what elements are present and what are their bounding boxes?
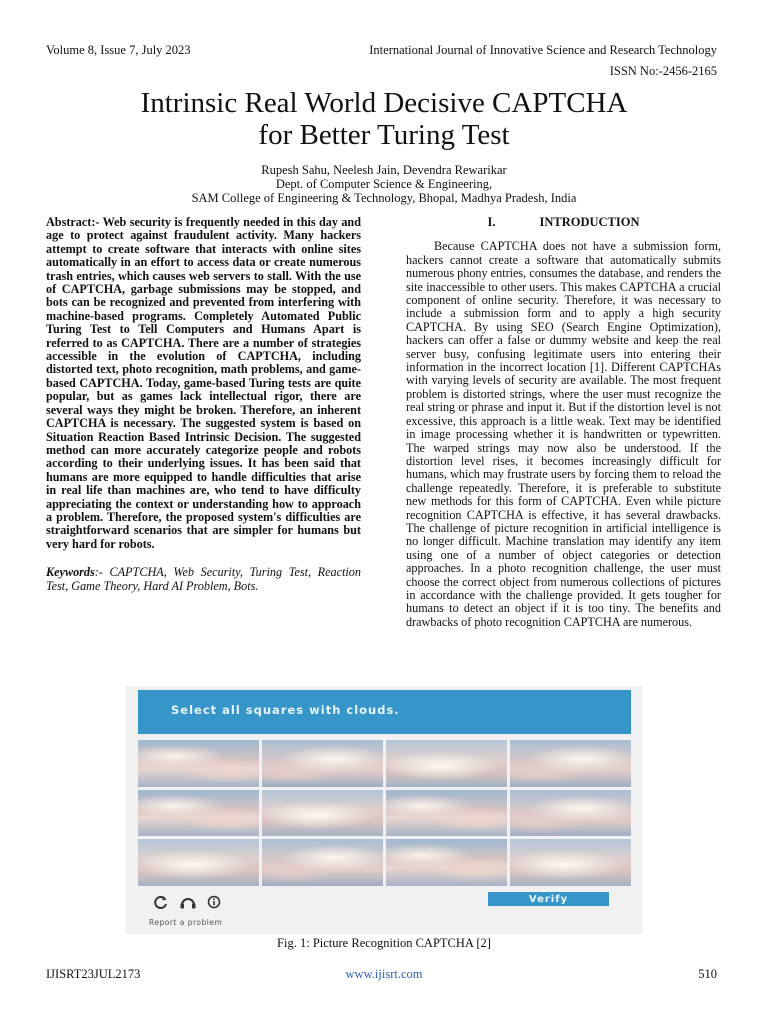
author-affiliation: SAM College of Engineering & Technology, Bhopal, Madhya Pradesh, India	[191, 191, 577, 205]
captcha-tile[interactable]	[386, 839, 507, 886]
captcha-controls	[153, 893, 227, 911]
keywords-text: :- CAPTCHA, Web Security, Turing Test, Reaction Test, Game Theory, Hard AI Problem, Bots.	[46, 565, 361, 593]
captcha-tile[interactable]	[510, 790, 631, 837]
journal-name: International Journal of Innovative Science and Research Technology	[369, 43, 717, 57]
captcha-prompt: Select all squares with clouds.	[171, 703, 400, 717]
keywords	[46, 566, 361, 593]
reload-icon[interactable]	[153, 895, 169, 909]
captcha-tile[interactable]	[510, 839, 631, 886]
report-problem-link[interactable]: Report a problem	[149, 918, 223, 927]
right-column	[406, 216, 721, 629]
paper-id: IJISRT23JUL2173	[46, 967, 141, 981]
captcha-tile[interactable]	[262, 790, 383, 837]
captcha-tile[interactable]	[386, 790, 507, 837]
captcha-prompt-bar	[138, 690, 631, 734]
verify-button[interactable]: Verify	[488, 892, 609, 906]
captcha-tile[interactable]	[262, 839, 383, 886]
keywords-label: Keywords	[46, 565, 95, 580]
captcha-tile[interactable]	[138, 839, 259, 886]
captcha-tile[interactable]	[262, 740, 383, 787]
abstract: Abstract:- Web security is frequently needed in this day and age to protect against fraudulent activity. Many hackers attempt to create software that interacts with online sites automatically in an effort to access data or create numerous trash entries, which causes web servers to stall. With the use of CAPTCHA, garbage submissions may be stopped, and bots can be recognized and prevented from interfering with machine-based programs. Completely Automated Public Turing Test to Tell Computers and Humans Apart is referred to as CAPTCHA. There are a number of strategies accessible in the evolution of CAPTCHA, including distorted text, photo recognition, math problems, and game-based CAPTCHA. Today, game-based Turing tests are quite popular, but as games lack intellectual rigor, there are several ways they might be broken. Therefore, an inherent CAPTCHA is necessary. The suggested system is based on Situation Reaction Based Intrinsic Decision. The suggested method can more accurately categorize people and robots according to their underlying issues. It has been said that humans are more equipped to handle difficulties that arise in real life than machines are, who tend to have difficulty appreciating the context or understanding how to approach a problem. Therefore, the proposed system's difficulties are straightforward scenarios that are simpler for humans but very hard for robots.	[46, 215, 361, 551]
captcha-figure	[126, 686, 642, 934]
captcha-footer	[126, 890, 642, 934]
left-column	[46, 216, 361, 593]
author-names: Rupesh Sahu, Neelesh Jain, Devendra Rewarikar	[261, 163, 507, 177]
section-number: I.	[487, 215, 496, 229]
journal-volume: Volume 8, Issue 7, July 2023	[46, 43, 191, 57]
author-block	[0, 163, 768, 205]
paper-title	[0, 87, 768, 151]
paper-title-line1: Intrinsic Real World Decisive CAPTCHA	[140, 87, 628, 119]
issn-number: ISSN No:-2456-2165	[609, 64, 717, 78]
page-number: 510	[698, 967, 717, 981]
journal-url[interactable]: www.ijisrt.com	[345, 967, 423, 981]
paper-title-line2: for Better Turing Test	[258, 119, 510, 151]
audio-icon[interactable]	[179, 895, 197, 909]
introduction-text: Because CAPTCHA does not have a submission form, hackers cannot create a software that automatically submits numerous phony entries, consumes the database, and renders the site inaccessible to other users. This makes CAPTCHA a crucial component of online security. Therefore, it was necessary to include a submission form and to apply a high security CAPTCHA. By using SEO (Search Engine Optimization), hackers can offer a false or dummy website and keep the real server busy, confusing legitimate users into entering their information in the incorrect location [1]. Different CAPTCHAs with varying levels of security are available. The most frequent problem is distorted strings, where the user must recognize the real string or phrase and input it. But if the distortion level is not excessive, this approach is a little weak. Text may be identified in image processing whether it is handwritten or typewritten. The warped strings may now also be understood. If the distortion level rises, it becomes increasingly difficult for humans, which may frustrate users by forcing them to reload the challenge repeatedly. Therefore, it is preferable to substitute new methods for this form of CAPTCHA. Even while picture recognition CAPTCHA is effective, it has several drawbacks. The challenge of picture recognition in artificial intelligence is no longer difficult. Machine translation may identify any item using one of a number of object categories or detection approaches. In a photo recognition challenge, the user must choose the correct object from numerous collections of pictures in accordance with the challenge provided. It gets tougher for humans to detect an object if it is too tiny. The benefits and drawbacks of photo recognition CAPTCHA are numerous.	[406, 239, 721, 629]
author-department: Dept. of Computer Science & Engineering,	[275, 177, 493, 191]
section-title: INTRODUCTION	[539, 215, 640, 229]
captcha-tile[interactable]	[138, 790, 259, 837]
captcha-tile[interactable]	[510, 740, 631, 787]
captcha-tile[interactable]	[386, 740, 507, 787]
captcha-image-grid	[138, 740, 631, 886]
figure-caption: Fig. 1: Picture Recognition CAPTCHA [2]	[277, 936, 491, 950]
captcha-tile[interactable]	[138, 740, 259, 787]
section-heading	[406, 216, 721, 229]
info-icon[interactable]	[207, 895, 221, 909]
